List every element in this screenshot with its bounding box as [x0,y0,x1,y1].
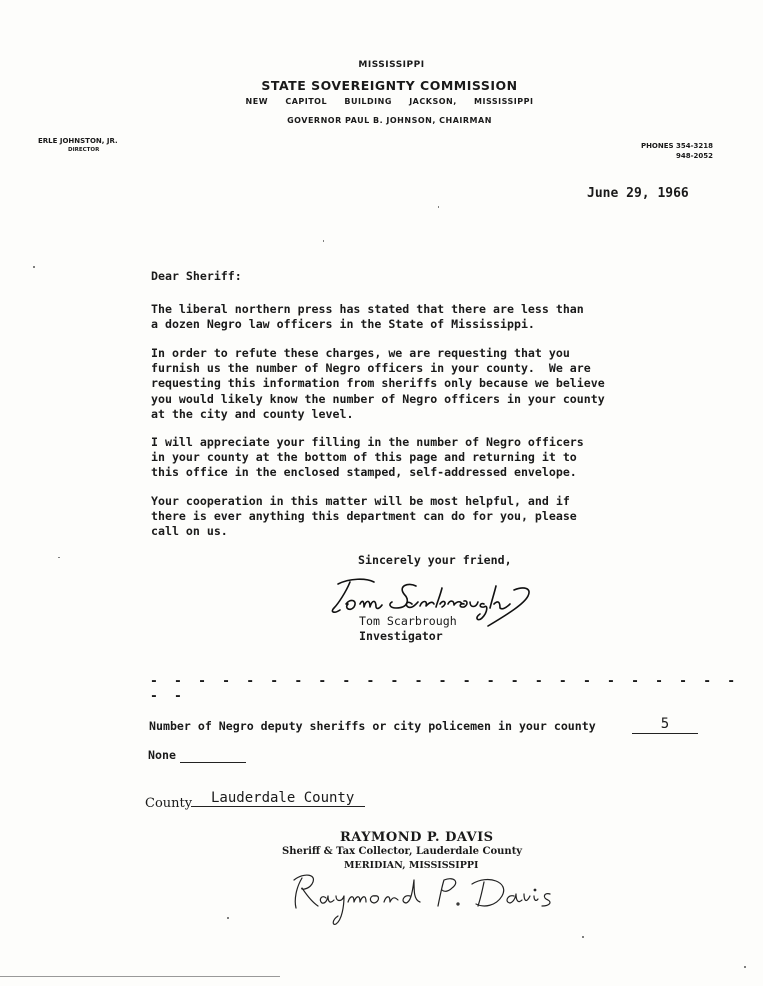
phone-2: 948-2052 [676,152,713,160]
letter-date: June 29, 1966 [587,186,689,201]
paragraph-4: Your cooperation in this matter will be most helpful, and if there is ever anything this department can do for you, please call on us. [151,494,577,539]
stamp-title: Sheriff & Tax Collector, Lauderdale County [282,846,523,857]
stamp-name: RAYMOND P. DAVIS [340,830,494,845]
letterhead-governor: GOVERNOR PAUL B. JOHNSON, CHAIRMAN [287,116,492,125]
scan-speck [323,240,324,242]
paragraph-2: In order to refute these charges, we are requesting that you furnish us the number of Negro officers in your county. We are requesting this information from sheriffs only because we believe you would likely know the number of Negro officers in your county at the city and county level. [151,346,605,421]
none-blank-line [180,762,246,763]
county-value: Lauderdale County [191,790,365,807]
letterhead-city: JACKSON, MISSISSIPPI [409,97,534,106]
director-title: DIRECTOR [68,147,100,153]
paragraph-3: I will appreciate your filling in the number of Negro officers in your county at the bottom of this page and returning it to this office in the enclosed stamped, self-addressed envelope. [151,435,584,480]
scan-speck [744,966,746,968]
paragraph-1: The liberal northern press has stated that there are less than a dozen Negro law officers in the State of Mississippi. [151,302,584,332]
signer-name: Tom Scarbrough [359,614,457,628]
scan-speck [33,266,35,268]
letterhead-building: NEW CAPITOL BUILDING [245,97,392,106]
scan-edge-line [0,976,280,977]
county-label: County [145,796,193,811]
none-label: None [148,748,176,762]
scan-speck [438,206,439,208]
letterhead-state: MISSISSIPPI [358,60,425,70]
officer-count-answer: 5 [632,716,698,734]
letterhead-commission: STATE SOVEREIGNTY COMMISSION [261,78,518,93]
letterhead-address [8,97,763,106]
phone-numbers [641,141,713,161]
officer-count-question: Number of Negro deputy sheriffs or city policemen in your county [149,719,596,733]
salutation: Dear Sheriff: [151,269,242,283]
scan-speck [582,936,584,938]
director-name: ERLE JOHNSTON, JR. [38,137,118,145]
stamp-city: MERIDIAN, MISSISSIPPI [344,860,479,871]
closing: Sincerely your friend, [358,553,512,567]
scan-speck [58,557,60,558]
sheriff-signature [288,866,560,930]
dashed-separator: - - - - - - - - - - - - - - - - - - - - - - - - - - - [150,674,740,704]
phone-1: PHONES 354-3218 [640,142,713,150]
signer-title: Investigator [359,629,443,643]
scan-speck [227,917,229,919]
